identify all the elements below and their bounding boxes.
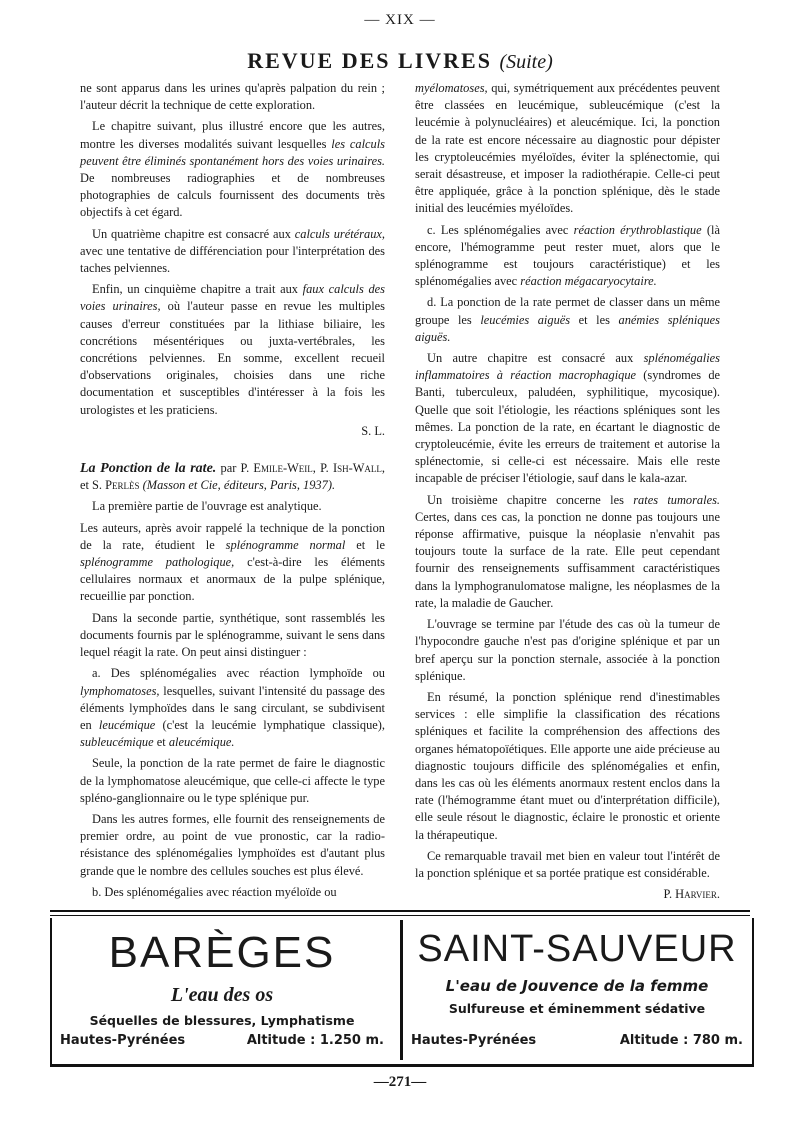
text: c. Les splénomégalies avec [427, 222, 569, 237]
text: De nombreuses radiographies et de nombreuses photographies de calculs fournissent des documents très objectifs à cet égard. [80, 171, 385, 220]
text: (syndromes de Banti, tuberculeux, paludéen, syphilitique, mycosique). Quelle que soit l'étiologie, les réactions spléniques sont les mêmes. La ponction de la rate, en écartant le diagnostic de cryptoleucémie, évite les erreurs de traitement et autorise la splénectomie, si celle-ci est nécessaire. Mais elle reste incapable de préciser l'étiologie, sauf dans le kala-azar. [415, 368, 721, 486]
text: d. La ponction de la rate permet de classer dans un même groupe les [415, 295, 720, 327]
page-section-number: — XIX — [364, 12, 436, 28]
signature-initials: S. L. [361, 423, 385, 438]
emphasis: splénogramme normal [225, 537, 346, 552]
paragraph: Dans la seconde partie, synthétique, sont rassemblés les documents fournis par le splénogramme, suivant le sens dans lequel réagit la rate. On peut ainsi distinguer : [80, 610, 385, 660]
advertisement-saint-sauveur [400, 920, 751, 1060]
paragraph: L'ouvrage se termine par l'étude des cas où la tumeur de l'hypocondre gauche n'est pas d'origine splénique et par un bref aperçu sur la ponction sternale, associée à la ponction splénique. [415, 617, 720, 683]
ad-indications: Sulfureuse et éminemment sédative [448, 1001, 706, 1016]
paragraph [415, 80, 720, 218]
text: Un troisième chapitre concerne les [427, 492, 624, 507]
emphasis: subleucémique [80, 735, 154, 750]
emphasis: leucémique [98, 717, 156, 732]
paragraph [80, 520, 385, 606]
paragraph [415, 294, 720, 346]
text: c'est-à-dire les éléments cellulaires normaux et anormaux de la pulpe splénique, recueillie par ponction. [80, 555, 386, 604]
text: Un autre chapitre est consacré aux [427, 351, 634, 366]
right-column [415, 80, 720, 923]
emphasis: splénomégalies inflammatoires à réaction macrophagique [415, 351, 720, 383]
ad-brand-name: SAINT-SAUVEUR [417, 928, 737, 970]
text: Les auteurs, après avoir rappelé la technique de la ponction de la rate, étudient le [80, 520, 385, 552]
paragraph: Dans les autres formes, elle fournit des renseignements de premier ordre, au point de vue pronostic, car la radio-résistance des splénomégalies lymphoïdes est d'autant plus grande que le nombre des cellules souches est plus élevé. [80, 811, 385, 878]
page-title-text: REVUE DES LIVRES [247, 48, 492, 73]
text: qui, symétriquement aux précédentes peuvent être classées en leucémique, subleucémique (c'est la leucémie à polynucléaires) et aleucémique. Ici, la ponction de la rate est encore nécessaire au diagnostic pour dépister les cryptoleucémies myéloïdes, éviter la splénectomie, qui serait désastreuse, et imposer la radiothérapie. Celle-ci peut être appliquée, grâce à la ponction splénique, dès le stade initial des leucémies myéloïdes. [415, 81, 720, 216]
ad-tagline: L'eau des os [170, 984, 274, 1006]
text: avec une tentative de différenciation pour l'interprétation des taches pelviennes. [80, 243, 385, 276]
emphasis: rates tumorales. [633, 492, 720, 507]
book-title: La Ponction de la rate. [80, 461, 217, 477]
paragraph: Seule, la ponction de la rate permet de faire le diagnostic de la lymphomatose aleucémique, que celle-ci affecte le type spléno-ganglionnaire ou le type splénique pur. [80, 756, 385, 805]
text: P. [320, 461, 329, 476]
ad-tagline: L'eau de Jouvence de la femme [445, 977, 709, 995]
signature-author: P. Harvier. [663, 887, 720, 902]
ad-indications: Séquelles de blessures, Lymphatisme [89, 1013, 355, 1028]
text: par P. [220, 461, 250, 476]
emphasis: leucémies aiguës [480, 312, 571, 327]
text: (c'est la leucémie lymphatique classique), [162, 717, 385, 732]
text: et le [356, 537, 385, 552]
ad-footer [60, 1033, 384, 1048]
text: et S. [80, 478, 103, 493]
paragraph [415, 222, 720, 291]
text: et [156, 735, 166, 750]
advertisement-bareges [52, 920, 392, 1060]
emphasis: réaction érythroblastique [573, 222, 702, 237]
text: a. Des splénomégalies avec réaction lymphoïde ou [92, 666, 385, 681]
ad-footer [411, 1033, 743, 1048]
emphasis: calculs urétéraux, [294, 226, 385, 241]
emphasis: splénogramme pathologique, [80, 555, 235, 570]
author-name: Emile-Weil, [253, 461, 316, 476]
ad-brand-name: BARÈGES [108, 928, 336, 977]
paragraph: ne sont apparus dans les urines qu'après palpation du rein ; l'auteur décrit la technique de cette exploration. [80, 81, 385, 113]
divider-rule [50, 910, 750, 912]
ad-region: Hautes-Pyrénées [411, 1033, 537, 1048]
text: et les [578, 312, 610, 327]
emphasis: faux calculs des voies urinaires, [80, 282, 385, 314]
ad-altitude: Altitude : 1.250 m. [246, 1033, 384, 1048]
left-column [80, 80, 385, 905]
paragraph: b. Des splénomégalies avec réaction myéloïde ou [92, 884, 337, 899]
emphasis: réaction mégacaryocytaire. [520, 274, 657, 289]
ad-altitude: Altitude : 780 m. [619, 1033, 743, 1048]
emphasis: aleucémique. [168, 735, 235, 750]
paragraph [80, 118, 385, 221]
author-name: Perlès [105, 478, 140, 493]
emphasis: les calculs peuvent être éliminés spontanément hors des voies urinaires. [80, 136, 385, 168]
paragraph [80, 281, 385, 419]
emphasis: lymphomatoses, [80, 683, 160, 698]
paragraph: Ce remarquable travail met bien en valeur tout l'intérêt de la ponction splénique et sa portée pratique est considérable. [415, 848, 720, 880]
text: lesquelles, suivant l'intensité du passage des éléments lymphoïdes dans le sang circulant, se subdivisent en [80, 683, 385, 732]
emphasis: myélomatoses, [415, 81, 488, 95]
paragraph: La première partie de l'ouvrage est analytique. [92, 499, 322, 514]
paragraph [80, 226, 385, 278]
page-number: —271— [373, 1074, 427, 1090]
emphasis: anémies spléniques aiguës. [415, 312, 721, 344]
text: Un quatrième chapitre est consacré aux [92, 226, 291, 241]
text: (là encore, l'hémogramme peut rester muet, alors que le splénogramme est toujours caractéristique) et les splénomégalies avec [415, 222, 720, 289]
paragraph [415, 350, 720, 488]
publisher: (Masson et Cie, éditeurs, Paris, 1937). [142, 478, 336, 493]
text: Le chapitre suivant, plus illustré encore que les autres, montre les diverses modalités suivant lesquelles [80, 119, 385, 151]
divider-rule-thin [50, 915, 750, 916]
paragraph [80, 665, 385, 751]
paragraph: En résumé, la ponction splénique rend d'inestimables services : elle simplifie la classification des récations spléniques et facilite la compréhension des affections des organes hématopoïétiques. Elle apporte une aide précieuse au diagnostic toujours difficile des splénomégalies et enfin, dans les cas où les éléments anormaux restent enclos dans la rate (l'hémogramme étant muet ou d'interprétation difficile), elle seule résout le diagnostic, éclaire le pronostic et oriente la thérapeutique. [415, 689, 720, 842]
page-title [0, 48, 800, 74]
author-name: Ish-Wall, [332, 461, 385, 476]
text: Enfin, un cinquième chapitre a trait aux [92, 282, 298, 297]
page-title-suffix: (Suite) [499, 51, 553, 73]
paragraph [415, 492, 720, 612]
ad-region: Hautes-Pyrénées [60, 1033, 186, 1048]
book-reference [80, 460, 385, 494]
text: Certes, dans ces cas, la ponction ne donne pas toujours une réponse affirmative, puisque la néoplasie n'envahit pas toujours toute la surface de la rate. Elle peut cependant fournir des renseignements suffisamment caractéristiques dans la lymphogranulomatose maligne, les néoplasmes de la rate, la maladie de Gaucher. [415, 509, 720, 610]
text: où l'auteur passe en revue les multiples causes d'erreur constituées par la lithiase biliaire, les concrétions mésentériques ou juxta-vertébrales, les concrétions pelviennes. En somme, excellent recueil d'observations originales, choisies dans une riche documentation et susceptibles d'intéresser à la fois les urologistes et les praticiens. [80, 299, 385, 417]
